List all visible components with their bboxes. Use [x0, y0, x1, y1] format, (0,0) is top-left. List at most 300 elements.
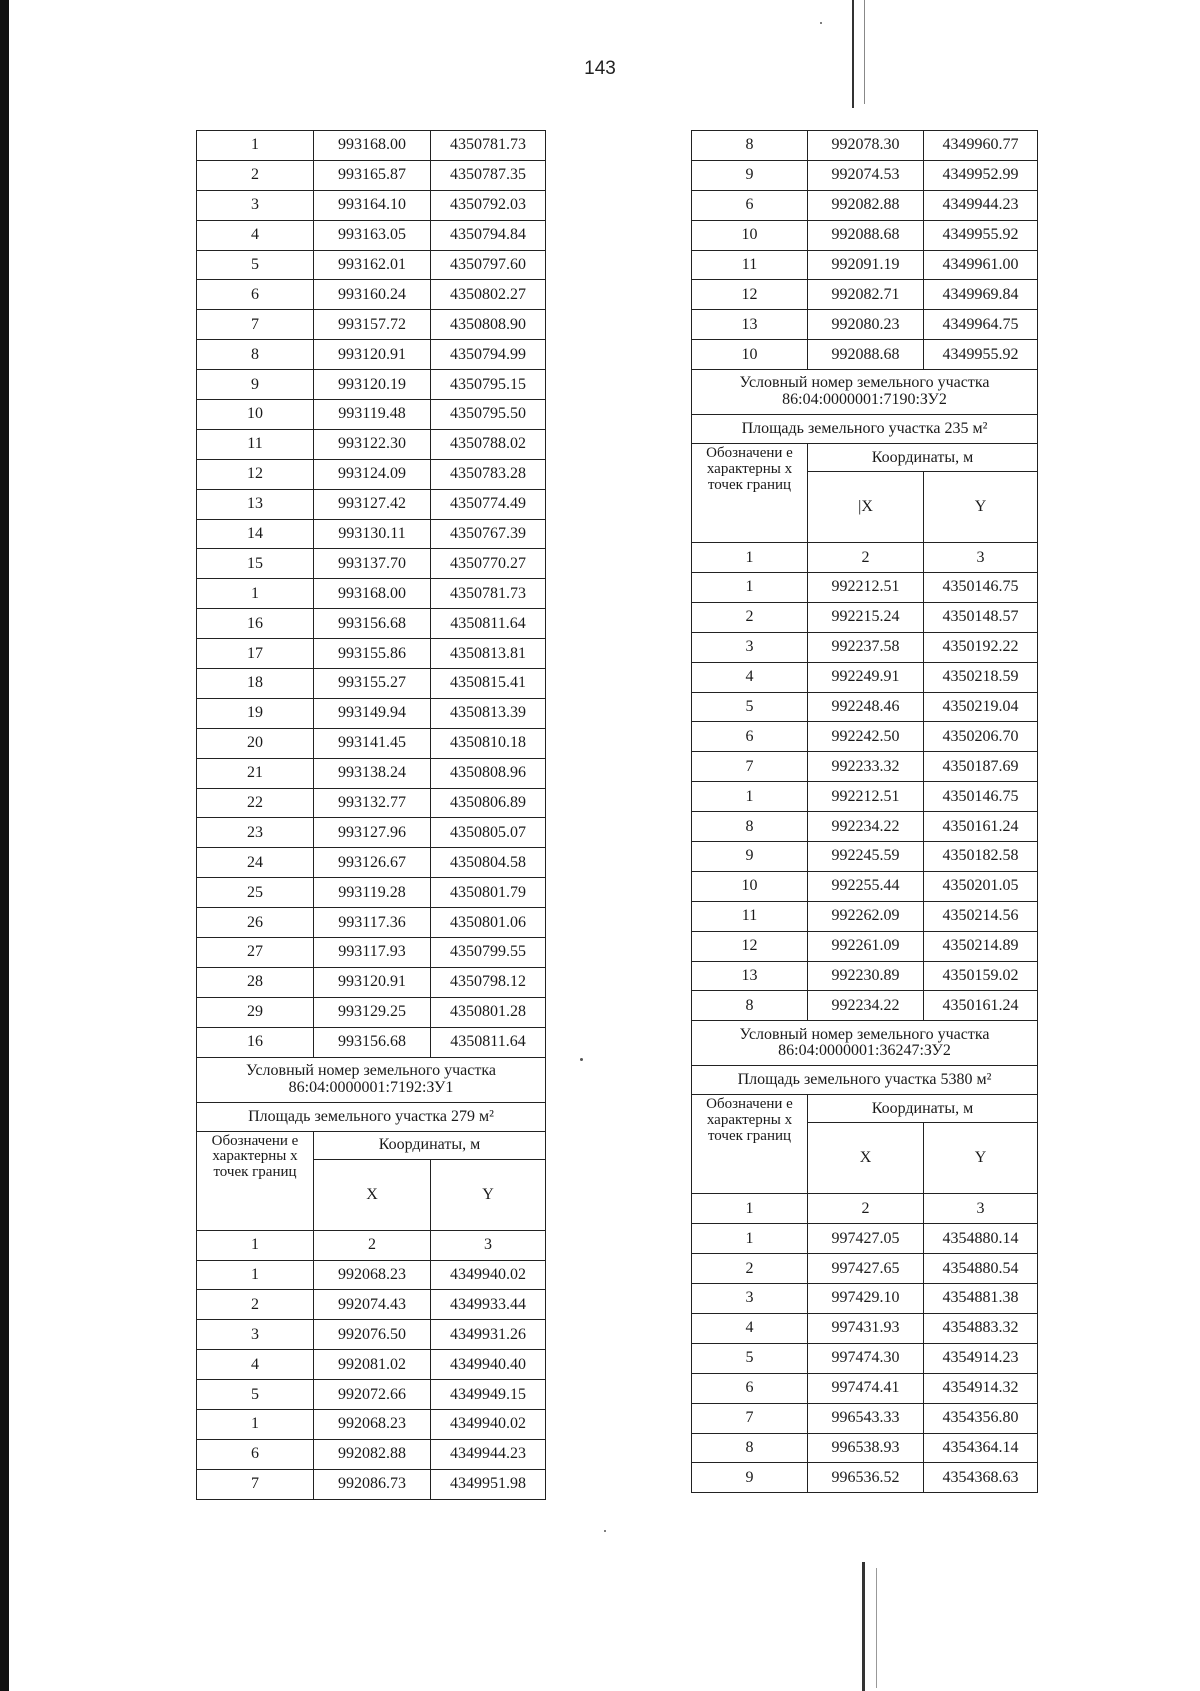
y-coordinate: 4350811.64 [431, 1027, 546, 1057]
y-coordinate: 4354880.14 [924, 1224, 1038, 1254]
scan-fold-line-bottom-2 [876, 1568, 877, 1688]
point-number: 8 [692, 131, 808, 161]
y-coordinate: 4350148.57 [924, 602, 1038, 632]
point-number: 9 [692, 1463, 808, 1493]
x-header: |X [808, 472, 924, 543]
x-coordinate: 992068.23 [314, 1409, 431, 1439]
column-number: 2 [314, 1230, 431, 1260]
x-coordinate: 993162.01 [314, 250, 431, 280]
point-number: 18 [197, 669, 314, 699]
x-coordinate: 992088.68 [808, 340, 924, 370]
y-coordinate: 4350159.02 [924, 961, 1038, 991]
y-coordinate: 4350797.60 [431, 250, 546, 280]
point-number: 1 [692, 573, 808, 603]
y-coordinate: 4350787.35 [431, 160, 546, 190]
table-row [692, 931, 1038, 961]
table-row [692, 1313, 1038, 1343]
point-number: 28 [197, 967, 314, 997]
x-coordinate: 993138.24 [314, 758, 431, 788]
point-label-header: Обозначени е характерны х точек границ [692, 444, 808, 543]
x-coordinate: 993141.45 [314, 728, 431, 758]
point-number: 6 [692, 1373, 808, 1403]
x-coordinate: 992081.02 [314, 1350, 431, 1380]
table-row [197, 280, 546, 310]
y-header: Y [924, 1123, 1038, 1194]
y-coordinate: 4350794.84 [431, 220, 546, 250]
parcel-area-row [692, 1066, 1038, 1095]
x-coordinate: 997429.10 [808, 1284, 924, 1314]
table-row [692, 131, 1038, 161]
y-coordinate: 4350801.28 [431, 997, 546, 1027]
point-number: 12 [197, 459, 314, 489]
x-coordinate: 993119.28 [314, 878, 431, 908]
parcel-7192-section [197, 1057, 546, 1260]
x-coordinate: 993156.68 [314, 609, 431, 639]
table-row [692, 340, 1038, 370]
point-number: 8 [692, 1433, 808, 1463]
x-coordinate: 992091.19 [808, 250, 924, 280]
table-row [197, 698, 546, 728]
table-row [197, 1380, 546, 1410]
coordinates-header: Координаты, м [808, 1095, 1038, 1123]
point-label-header: Обозначени е характерны х точек границ [197, 1131, 314, 1230]
x-coordinate: 993137.70 [314, 549, 431, 579]
point-number: 26 [197, 908, 314, 938]
table-row [197, 758, 546, 788]
x-coordinate: 992078.30 [808, 131, 924, 161]
x-coordinate: 992234.22 [808, 991, 924, 1021]
column-number-row [692, 543, 1038, 573]
table-row [197, 190, 546, 220]
table-row [692, 722, 1038, 752]
y-coordinate: 4350810.18 [431, 728, 546, 758]
x-coordinate: 993126.67 [314, 848, 431, 878]
y-coordinate: 4354368.63 [924, 1463, 1038, 1493]
table-row [197, 788, 546, 818]
page-number: 143 [584, 58, 616, 79]
x-coordinate: 992230.89 [808, 961, 924, 991]
point-number: 13 [692, 961, 808, 991]
table-row [692, 901, 1038, 931]
x-coordinate: 992080.23 [808, 310, 924, 340]
table-row [197, 1439, 546, 1469]
y-coordinate: 4350783.28 [431, 459, 546, 489]
table-row [197, 459, 546, 489]
point-number: 1 [197, 579, 314, 609]
point-number: 2 [692, 602, 808, 632]
point-number: 13 [692, 310, 808, 340]
y-coordinate: 4350161.24 [924, 812, 1038, 842]
scan-fold-line-bottom [862, 1562, 865, 1691]
table-row [197, 400, 546, 430]
x-coordinate: 992261.09 [808, 931, 924, 961]
y-coordinate: 4354914.32 [924, 1373, 1038, 1403]
y-coordinate: 4350146.75 [924, 782, 1038, 812]
table-row [692, 871, 1038, 901]
point-number: 7 [197, 310, 314, 340]
point-number: 3 [692, 1284, 808, 1314]
x-coordinate: 993122.30 [314, 429, 431, 459]
column-number: 1 [692, 543, 808, 573]
parcel-area: Площадь земельного участка 279 м² [197, 1102, 546, 1131]
table-row [197, 1320, 546, 1350]
x-coordinate: 992074.43 [314, 1290, 431, 1320]
parcel-caption-row [692, 1021, 1038, 1066]
point-number: 9 [197, 370, 314, 400]
x-coordinate: 992212.51 [808, 782, 924, 812]
point-number: 24 [197, 848, 314, 878]
x-coordinate: 992262.09 [808, 901, 924, 931]
point-number: 6 [692, 722, 808, 752]
y-coordinate: 4349949.15 [431, 1380, 546, 1410]
point-number: 8 [692, 812, 808, 842]
y-coordinate: 4350219.04 [924, 692, 1038, 722]
column-number: 2 [808, 543, 924, 573]
x-coordinate: 992086.73 [314, 1469, 431, 1499]
point-number: 20 [197, 728, 314, 758]
parcel-area: Площадь земельного участка 235 м² [692, 415, 1038, 444]
x-coordinate: 992248.46 [808, 692, 924, 722]
x-coordinate: 993168.00 [314, 131, 431, 161]
point-number: 23 [197, 818, 314, 848]
x-coordinate: 992068.23 [314, 1260, 431, 1290]
table-row [692, 310, 1038, 340]
point-number: 3 [197, 1320, 314, 1350]
y-coordinate: 4350161.24 [924, 991, 1038, 1021]
y-coordinate: 4350218.59 [924, 662, 1038, 692]
point-number: 4 [692, 662, 808, 692]
point-number: 27 [197, 938, 314, 968]
point-number: 1 [197, 1409, 314, 1439]
table-row [692, 842, 1038, 872]
y-coordinate: 4350187.69 [924, 752, 1038, 782]
x-header: X [314, 1159, 431, 1230]
x-coordinate: 992215.24 [808, 602, 924, 632]
x-coordinate: 993119.48 [314, 400, 431, 430]
x-coordinate: 993124.09 [314, 459, 431, 489]
x-coordinate: 993156.68 [314, 1027, 431, 1057]
y-coordinate: 4350795.15 [431, 370, 546, 400]
parcel-caption-row [692, 370, 1038, 415]
table-row [692, 1463, 1038, 1493]
table-row [197, 938, 546, 968]
column-number-row [197, 1230, 546, 1260]
column-number-row [692, 1194, 1038, 1224]
table-row [692, 782, 1038, 812]
y-coordinate: 4350192.22 [924, 632, 1038, 662]
x-coordinate: 993155.86 [314, 639, 431, 669]
y-coordinate: 4350801.06 [431, 908, 546, 938]
x-coordinate: 992212.51 [808, 573, 924, 603]
table-row [197, 579, 546, 609]
y-coordinate: 4350802.27 [431, 280, 546, 310]
table-row [692, 190, 1038, 220]
table-row [197, 1290, 546, 1320]
y-coordinate: 4349969.84 [924, 280, 1038, 310]
x-coordinate: 992074.53 [808, 160, 924, 190]
table-row [197, 609, 546, 639]
table-row [197, 429, 546, 459]
table-row [197, 370, 546, 400]
table-row [692, 1343, 1038, 1373]
x-coordinate: 997431.93 [808, 1313, 924, 1343]
x-coordinate: 992082.88 [314, 1439, 431, 1469]
table-row [197, 220, 546, 250]
point-number: 22 [197, 788, 314, 818]
x-coordinate: 993129.25 [314, 997, 431, 1027]
table-row [197, 967, 546, 997]
y-coordinate: 4350794.99 [431, 340, 546, 370]
point-number: 4 [692, 1313, 808, 1343]
y-coordinate: 4350767.39 [431, 519, 546, 549]
point-number: 1 [692, 1224, 808, 1254]
point-number: 6 [197, 1439, 314, 1469]
table-row [197, 878, 546, 908]
y-coordinate: 4350770.27 [431, 549, 546, 579]
y-coordinate: 4350801.79 [431, 878, 546, 908]
point-number: 8 [692, 991, 808, 1021]
x-coordinate: 993164.10 [314, 190, 431, 220]
point-number: 14 [197, 519, 314, 549]
point-number: 10 [197, 400, 314, 430]
x-coordinate: 992249.91 [808, 662, 924, 692]
y-header: Y [924, 472, 1038, 543]
point-label-header: Обозначени е характерны х точек границ [692, 1095, 808, 1194]
y-coordinate: 4349951.98 [431, 1469, 546, 1499]
column-number: 3 [924, 1194, 1038, 1224]
point-number: 6 [197, 280, 314, 310]
parcel-caption: Условный номер земельного участка 86:04:0000001:7190:ЗУ2 [692, 370, 1038, 415]
x-coordinate: 993117.36 [314, 908, 431, 938]
table-row [197, 848, 546, 878]
y-coordinate: 4349931.26 [431, 1320, 546, 1350]
y-coordinate: 4354914.23 [924, 1343, 1038, 1373]
point-number: 4 [197, 220, 314, 250]
header-row [197, 1131, 546, 1159]
point-number: 17 [197, 639, 314, 669]
x-coordinate: 992245.59 [808, 842, 924, 872]
y-coordinate: 4350795.50 [431, 400, 546, 430]
parcel-caption: Условный номер земельного участка 86:04:0000001:36247:ЗУ2 [692, 1021, 1038, 1066]
x-coordinate: 993120.91 [314, 340, 431, 370]
table-row [692, 1403, 1038, 1433]
y-coordinate: 4349961.00 [924, 250, 1038, 280]
scan-speck [580, 1058, 583, 1061]
y-coordinate: 4354364.14 [924, 1433, 1038, 1463]
table-row [197, 908, 546, 938]
y-coordinate: 4350805.07 [431, 818, 546, 848]
point-number: 11 [692, 901, 808, 931]
x-coordinate: 992242.50 [808, 722, 924, 752]
point-number: 5 [692, 1343, 808, 1373]
table-row [197, 310, 546, 340]
point-number: 16 [197, 609, 314, 639]
y-coordinate: 4349952.99 [924, 160, 1038, 190]
point-number: 13 [197, 489, 314, 519]
table-row [692, 160, 1038, 190]
x-coordinate: 993155.27 [314, 669, 431, 699]
point-number: 16 [197, 1027, 314, 1057]
x-coordinate: 997474.41 [808, 1373, 924, 1403]
point-number: 2 [197, 160, 314, 190]
table-row [692, 692, 1038, 722]
table-row [692, 1284, 1038, 1314]
point-number: 10 [692, 340, 808, 370]
point-number: 3 [197, 190, 314, 220]
table-row [692, 1433, 1038, 1463]
column-number: 2 [808, 1194, 924, 1224]
point-number: 6 [692, 190, 808, 220]
y-coordinate: 4350811.64 [431, 609, 546, 639]
coordinates-header: Координаты, м [808, 444, 1038, 472]
table-row [197, 1350, 546, 1380]
table-row [692, 220, 1038, 250]
table-row [197, 818, 546, 848]
x-coordinate: 996538.93 [808, 1433, 924, 1463]
table-row [197, 669, 546, 699]
y-coordinate: 4350146.75 [924, 573, 1038, 603]
table-row [197, 1260, 546, 1290]
scan-fold-line-top-2 [864, 0, 865, 104]
table-row [197, 728, 546, 758]
scan-speck [820, 22, 822, 24]
point-number: 10 [692, 220, 808, 250]
point-number: 19 [197, 698, 314, 728]
y-coordinate: 4350781.73 [431, 579, 546, 609]
table-row [197, 549, 546, 579]
coordinates-table-right [691, 130, 1038, 1493]
point-number: 1 [197, 1260, 314, 1290]
point-number: 12 [692, 280, 808, 310]
y-coordinate: 4349955.92 [924, 220, 1038, 250]
table-row [692, 1224, 1038, 1254]
table-row [692, 812, 1038, 842]
parcel-area: Площадь земельного участка 5380 м² [692, 1066, 1038, 1095]
table-row [692, 573, 1038, 603]
table-row [197, 1469, 546, 1499]
x-coordinate: 993120.19 [314, 370, 431, 400]
y-coordinate: 4349940.40 [431, 1350, 546, 1380]
y-coordinate: 4350813.81 [431, 639, 546, 669]
point-number: 5 [197, 250, 314, 280]
x-coordinate: 997427.65 [808, 1254, 924, 1284]
x-coordinate: 993168.00 [314, 579, 431, 609]
table-row [692, 280, 1038, 310]
x-coordinate: 993127.42 [314, 489, 431, 519]
coordinates-table-left [196, 130, 546, 1500]
x-coordinate: 996543.33 [808, 1403, 924, 1433]
point-number: 7 [692, 752, 808, 782]
x-coordinate: 997427.05 [808, 1224, 924, 1254]
y-coordinate: 4349944.23 [431, 1439, 546, 1469]
y-coordinate: 4350774.49 [431, 489, 546, 519]
x-coordinate: 992237.58 [808, 632, 924, 662]
table-row [692, 602, 1038, 632]
header-row [692, 1095, 1038, 1123]
table-row [197, 1027, 546, 1057]
y-coordinate: 4350182.58 [924, 842, 1038, 872]
right-column [691, 130, 1037, 1493]
x-coordinate: 997474.30 [808, 1343, 924, 1373]
table-row [197, 160, 546, 190]
y-coordinate: 4350206.70 [924, 722, 1038, 752]
point-number: 11 [692, 250, 808, 280]
x-coordinate: 993120.91 [314, 967, 431, 997]
table-row [197, 131, 546, 161]
parcel-caption: Условный номер земельного участка 86:04:0000001:7192:ЗУ1 [197, 1057, 546, 1102]
y-coordinate: 4349940.02 [431, 1260, 546, 1290]
parcel-area-row [692, 415, 1038, 444]
table-row [692, 1373, 1038, 1403]
table-row [692, 632, 1038, 662]
point-number: 12 [692, 931, 808, 961]
y-coordinate: 4350813.39 [431, 698, 546, 728]
x-coordinate: 992072.66 [314, 1380, 431, 1410]
header-row [692, 444, 1038, 472]
table-row [197, 250, 546, 280]
y-coordinate: 4350799.55 [431, 938, 546, 968]
x-coordinate: 992088.68 [808, 220, 924, 250]
x-coordinate: 993165.87 [314, 160, 431, 190]
y-coordinate: 4349940.02 [431, 1409, 546, 1439]
parcel-7190-section [692, 370, 1038, 573]
table-row [197, 519, 546, 549]
column-number: 1 [197, 1230, 314, 1260]
point-number: 21 [197, 758, 314, 788]
point-number: 2 [197, 1290, 314, 1320]
scan-edge-left [0, 0, 9, 1691]
x-coordinate: 993127.96 [314, 818, 431, 848]
x-coordinate: 993132.77 [314, 788, 431, 818]
table-row [692, 961, 1038, 991]
table-row [197, 1409, 546, 1439]
point-number: 10 [692, 871, 808, 901]
x-coordinate: 993163.05 [314, 220, 431, 250]
x-coordinate: 992255.44 [808, 871, 924, 901]
scan-fold-line-top [852, 0, 854, 108]
y-coordinate: 4349955.92 [924, 340, 1038, 370]
x-coordinate: 992234.22 [808, 812, 924, 842]
table-row [692, 991, 1038, 1021]
y-coordinate: 4349944.23 [924, 190, 1038, 220]
column-number: 1 [692, 1194, 808, 1224]
x-coordinate: 993117.93 [314, 938, 431, 968]
point-number: 9 [692, 842, 808, 872]
coordinates-header: Координаты, м [314, 1131, 546, 1159]
column-number: 3 [431, 1230, 546, 1260]
point-number: 7 [197, 1469, 314, 1499]
y-coordinate: 4354883.32 [924, 1313, 1038, 1343]
x-coordinate: 993157.72 [314, 310, 431, 340]
y-coordinate: 4349964.75 [924, 310, 1038, 340]
y-coordinate: 4350788.02 [431, 429, 546, 459]
point-number: 3 [692, 632, 808, 662]
parcel-caption-row [197, 1057, 546, 1102]
x-coordinate: 993149.94 [314, 698, 431, 728]
table-row [692, 752, 1038, 782]
point-number: 8 [197, 340, 314, 370]
y-coordinate: 4354356.80 [924, 1403, 1038, 1433]
point-number: 2 [692, 1254, 808, 1284]
y-coordinate: 4349933.44 [431, 1290, 546, 1320]
y-coordinate: 4350781.73 [431, 131, 546, 161]
x-coordinate: 992233.32 [808, 752, 924, 782]
point-number: 5 [197, 1380, 314, 1410]
point-number: 1 [197, 131, 314, 161]
y-coordinate: 4350214.89 [924, 931, 1038, 961]
y-coordinate: 4350808.96 [431, 758, 546, 788]
y-coordinate: 4350815.41 [431, 669, 546, 699]
